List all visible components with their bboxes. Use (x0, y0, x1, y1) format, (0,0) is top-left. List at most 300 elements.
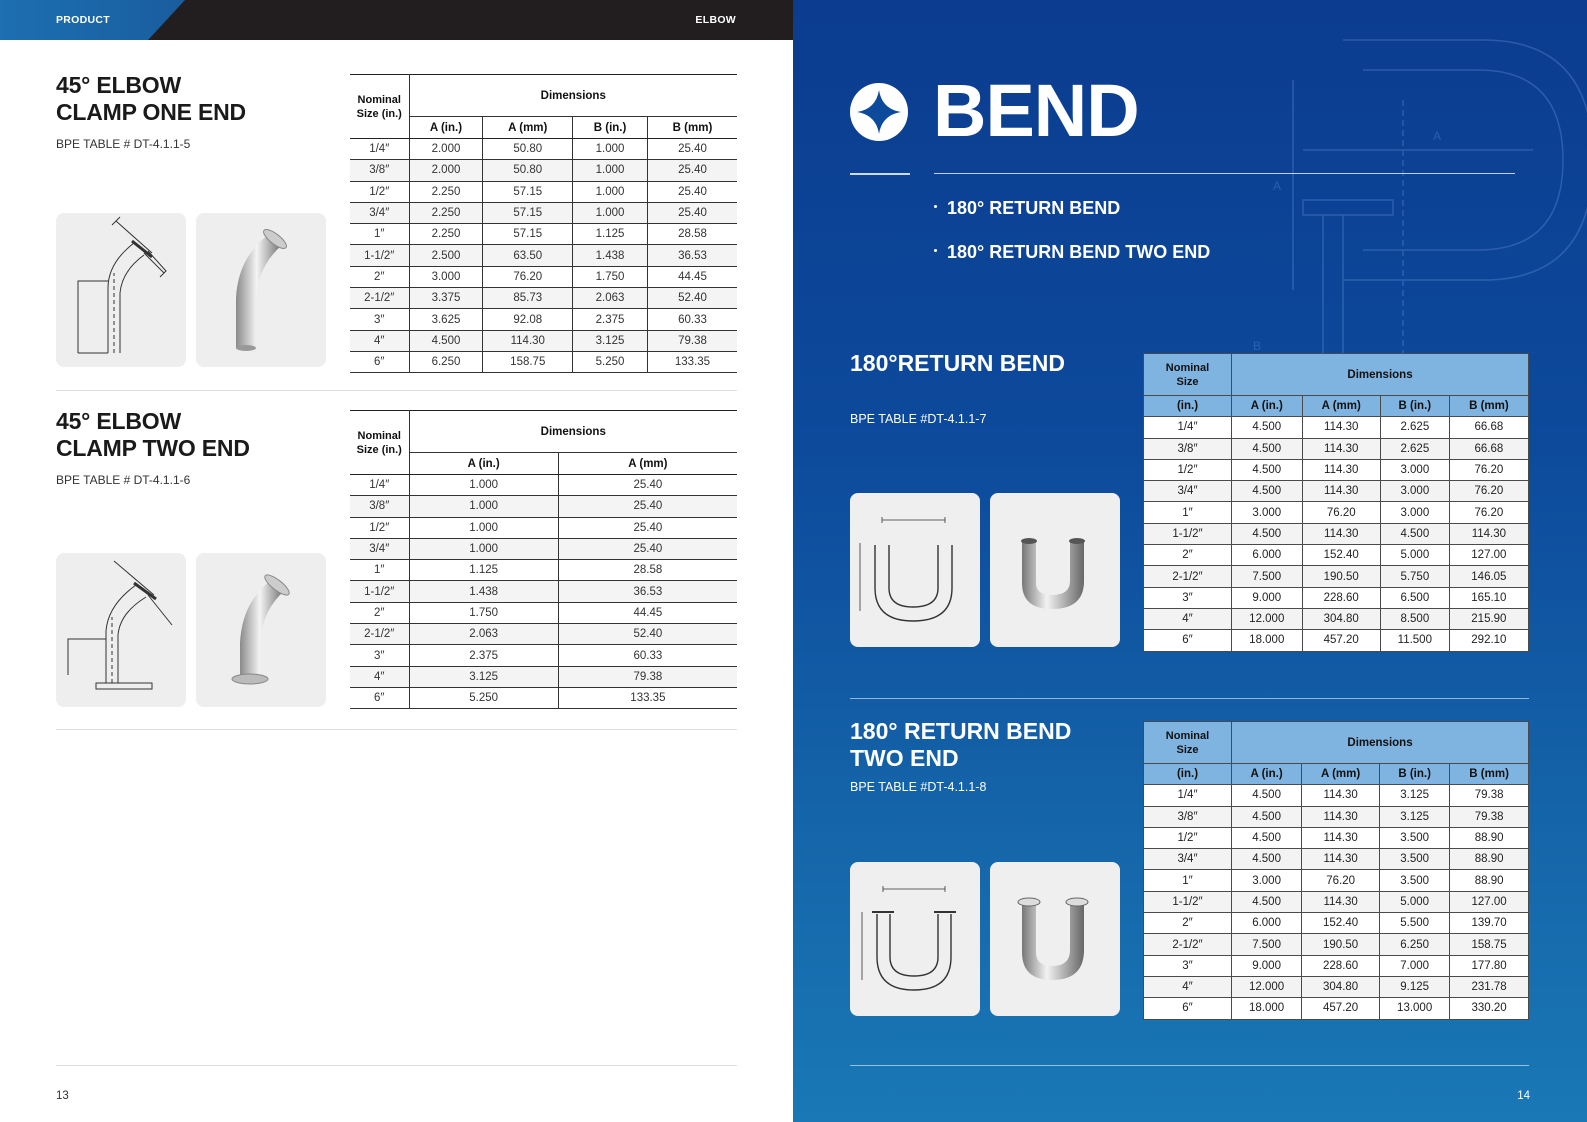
column-header: A (mm) (1302, 764, 1380, 785)
dimension-cell: 11.500 (1380, 630, 1449, 651)
table-row (1144, 523, 1529, 544)
dimension-cell: 114.30 (483, 330, 573, 351)
compass-star-logo-icon (849, 82, 909, 142)
dimension-cell: 152.40 (1302, 545, 1380, 566)
svg-text:B: B (1253, 339, 1262, 353)
dimension-cell: 66.68 (1449, 417, 1528, 438)
nominal-size-cell: 6″ (1144, 630, 1232, 651)
nominal-size-cell: 1/2″ (350, 181, 409, 202)
dimensions-header: Dimensions (1232, 354, 1529, 396)
dimension-cell: 3.000 (409, 266, 483, 287)
dimension-cell: 2.375 (409, 645, 558, 666)
table-row (1144, 785, 1529, 806)
column-header: A (mm) (1302, 396, 1380, 417)
table-row (350, 160, 737, 181)
table-row (350, 602, 737, 623)
dimension-cell: 25.40 (647, 160, 737, 181)
table-row (1144, 849, 1529, 870)
table-row (1144, 502, 1529, 523)
dimension-cell: 114.30 (1302, 891, 1380, 912)
dimension-cell: 1.125 (409, 560, 558, 581)
table-row (350, 581, 737, 602)
spec-table-45-elbow-one-end (350, 74, 737, 373)
product-drawing-image (56, 553, 186, 707)
dimension-cell: 60.33 (558, 645, 737, 666)
nominal-size-cell: 1-1/2″ (350, 245, 409, 266)
dimension-cell: 457.20 (1302, 998, 1380, 1019)
column-header: B (mm) (1449, 396, 1528, 417)
table-row (350, 645, 737, 666)
dimension-cell: 44.45 (558, 602, 737, 623)
dimension-cell: 133.35 (558, 687, 737, 708)
dimension-cell: 139.70 (1450, 913, 1529, 934)
table-row (1144, 545, 1529, 566)
dimension-cell: 4.500 (1232, 417, 1303, 438)
table-row (1144, 481, 1529, 502)
product-photo-image (196, 213, 326, 367)
table-row (1144, 870, 1529, 891)
bullet-text: 180° RETURN BEND TWO END (947, 242, 1211, 262)
spec-table-180-return-bend (1143, 353, 1529, 652)
dimension-cell: 50.80 (483, 160, 573, 181)
dimension-cell: 114.30 (1302, 438, 1380, 459)
nominal-size-cell: 2″ (350, 266, 409, 287)
column-header: A (in.) (1232, 764, 1302, 785)
dimension-cell: 1.000 (409, 496, 558, 517)
dimension-cell: 4.500 (1232, 785, 1302, 806)
nominal-size-cell: 3″ (350, 645, 409, 666)
dimension-cell: 4.500 (1232, 459, 1303, 480)
dimension-cell: 12.000 (1232, 976, 1302, 997)
footer-divider (56, 1065, 737, 1066)
dimension-cell: 4.500 (1232, 806, 1302, 827)
nominal-size-cell: 1/2″ (1144, 827, 1232, 848)
dimension-cell: 5.750 (1380, 566, 1449, 587)
table-row (350, 560, 737, 581)
dimension-cell: 52.40 (647, 288, 737, 309)
dimension-cell: 25.40 (558, 538, 737, 559)
dimension-cell: 76.20 (1302, 870, 1380, 891)
dimension-cell: 25.40 (647, 181, 737, 202)
nominal-size-cell: 1″ (350, 560, 409, 581)
dimension-cell: 3.125 (409, 666, 558, 687)
dimension-cell: 8.500 (1380, 608, 1449, 629)
dimension-cell: 76.20 (1449, 481, 1528, 502)
dimensions-header: Dimensions (409, 411, 737, 453)
dimension-cell: 57.15 (483, 224, 573, 245)
dimension-cell: 66.68 (1449, 438, 1528, 459)
dimension-cell: 79.38 (1450, 806, 1529, 827)
dimension-cell: 76.20 (483, 266, 573, 287)
table-row (350, 330, 737, 351)
table-body (350, 139, 737, 373)
dimension-cell: 3.500 (1380, 870, 1450, 891)
dimension-cell: 114.30 (1302, 459, 1380, 480)
nominal-size-cell: 4″ (350, 330, 409, 351)
dimension-cell: 3.625 (409, 309, 483, 330)
dimension-cell: 9.125 (1380, 976, 1450, 997)
dimension-cell: 92.08 (483, 309, 573, 330)
header-text: Size (in.) (356, 443, 402, 456)
dimension-cell: 7.500 (1232, 566, 1303, 587)
nominal-size-cell: 3/8″ (1144, 438, 1232, 459)
dimension-cell: 76.20 (1302, 502, 1380, 523)
dimension-cell: 3.125 (1380, 806, 1450, 827)
dimension-cell: 3.000 (1380, 481, 1449, 502)
bpe-table-ref: BPE TABLE # DT-4.1.1-5 (56, 137, 191, 151)
dimension-cell: 1.000 (573, 181, 648, 202)
nominal-size-cell: 2-1/2″ (350, 624, 409, 645)
dimension-cell: 231.78 (1450, 976, 1529, 997)
dimension-cell: 1.750 (573, 266, 648, 287)
section-title-45-elbow-one-end (56, 72, 246, 126)
table-row (350, 266, 737, 287)
elbow-two-end-drawing-icon (56, 553, 186, 707)
title-line: 45° ELBOW (56, 408, 181, 434)
dimension-cell: 1.000 (573, 160, 648, 181)
nominal-size-cell: 6″ (350, 687, 409, 708)
dimension-cell: 79.38 (558, 666, 737, 687)
dimension-cell: 1.000 (573, 139, 648, 160)
dimension-cell: 2.625 (1380, 417, 1449, 438)
product-drawing-image (56, 213, 186, 367)
table-row (1144, 566, 1529, 587)
nominal-size-cell: 2-1/2″ (1144, 934, 1232, 955)
nominal-size-cell: 3/4″ (350, 538, 409, 559)
title-line: CLAMP ONE END (56, 99, 246, 125)
header-category-label: ELBOW (695, 14, 736, 26)
page-title: BEND (933, 69, 1139, 152)
product-photo-image (990, 862, 1120, 1016)
nominal-size-cell: 1″ (350, 224, 409, 245)
dimension-cell: 52.40 (558, 624, 737, 645)
column-header: A (in.) (1232, 396, 1303, 417)
return-bend-two-end-photo-icon (990, 862, 1120, 1016)
section-title-180-return-bend: 180°RETURN BEND (850, 350, 1065, 376)
table-row (350, 181, 737, 202)
table-body (1144, 417, 1529, 651)
nominal-size-cell: 6″ (1144, 998, 1232, 1019)
dimension-cell: 2.000 (409, 160, 483, 181)
product-photo-image (196, 553, 326, 707)
return-bend-two-end-drawing-icon (850, 862, 980, 1016)
dimension-cell: 6.250 (1380, 934, 1450, 955)
nominal-size-header (1144, 354, 1232, 396)
dimension-cell: 2.250 (409, 202, 483, 223)
table-row (1144, 438, 1529, 459)
dimension-cell: 1.750 (409, 602, 558, 623)
bpe-table-ref: BPE TABLE # DT-4.1.1-6 (56, 473, 191, 487)
dimension-cell: 76.20 (1449, 502, 1528, 523)
dimension-cell: 18.000 (1232, 630, 1303, 651)
table-row (1144, 417, 1529, 438)
table-row (350, 202, 737, 223)
table-row (350, 309, 737, 330)
nominal-size-cell: 2″ (1144, 545, 1232, 566)
dimension-cell: 5.000 (1380, 545, 1449, 566)
table-row (350, 538, 737, 559)
spec-table-180-return-bend-two-end (1143, 721, 1529, 1020)
return-bend-drawing-icon (850, 493, 980, 647)
dimension-cell: 330.20 (1450, 998, 1529, 1019)
dimension-cell: 2.375 (573, 309, 648, 330)
dimension-cell: 3.500 (1380, 849, 1450, 870)
dimension-cell: 3.375 (409, 288, 483, 309)
nominal-size-cell: 1-1/2″ (1144, 891, 1232, 912)
table-body (350, 475, 737, 709)
nominal-size-cell: 2-1/2″ (350, 288, 409, 309)
nominal-size-cell: 1/4″ (350, 139, 409, 160)
header-text: Nominal (357, 93, 401, 106)
nominal-size-header (350, 411, 409, 475)
column-header: A (in.) (409, 453, 558, 475)
table-row (1144, 459, 1529, 480)
dimension-cell: 190.50 (1302, 566, 1380, 587)
dimension-cell: 2.063 (573, 288, 648, 309)
dimension-cell: 6.000 (1232, 913, 1302, 934)
column-header: A (mm) (558, 453, 737, 475)
dimension-cell: 5.250 (573, 351, 648, 372)
bullet-item (934, 242, 1210, 263)
dimension-cell: 5.000 (1380, 891, 1450, 912)
nominal-size-cell: 3/8″ (350, 160, 409, 181)
dimension-cell: 1.438 (573, 245, 648, 266)
dimension-cell: 2.250 (409, 181, 483, 202)
nominal-size-header (350, 75, 409, 139)
nominal-size-cell: 1/2″ (350, 517, 409, 538)
dimension-cell: 127.00 (1450, 891, 1529, 912)
nominal-size-cell: 1-1/2″ (350, 581, 409, 602)
table-row (350, 475, 737, 496)
dimension-cell: 3.000 (1232, 870, 1302, 891)
nominal-size-cell: 4″ (1144, 608, 1232, 629)
nominal-size-cell: 1/4″ (1144, 417, 1232, 438)
title-underline-short (850, 173, 910, 175)
dimension-cell: 2.500 (409, 245, 483, 266)
dimension-cell: 9.000 (1232, 955, 1302, 976)
dimension-cell: 5.500 (1380, 913, 1450, 934)
title-line: 180° RETURN BEND (850, 718, 1072, 744)
table-row (350, 245, 737, 266)
header-product-label: PRODUCT (56, 14, 111, 26)
dimension-cell: 6.000 (1232, 545, 1303, 566)
column-header: B (mm) (1450, 764, 1529, 785)
dimension-cell: 158.75 (1450, 934, 1529, 955)
table-row (350, 624, 737, 645)
title-line: 45° ELBOW (56, 72, 181, 98)
dimension-cell: 114.30 (1302, 827, 1380, 848)
product-photo-image (990, 493, 1120, 647)
dimension-cell: 114.30 (1302, 481, 1380, 502)
nominal-size-header (1144, 722, 1232, 764)
dimension-cell: 3.000 (1380, 502, 1449, 523)
table-row (1144, 587, 1529, 608)
spec-table-45-elbow-two-end (350, 410, 737, 709)
table-row (1144, 630, 1529, 651)
dimension-cell: 5.250 (409, 687, 558, 708)
nominal-size-cell: 3/8″ (350, 496, 409, 517)
nominal-size-cell: 2-1/2″ (1144, 566, 1232, 587)
elbow-two-end-photo-icon (196, 553, 326, 707)
dimension-cell: 1.125 (573, 224, 648, 245)
footer-divider (850, 1065, 1529, 1066)
dimension-cell: 25.40 (647, 202, 737, 223)
elbow-technical-drawing-icon (56, 213, 186, 367)
dimension-cell: 3.000 (1380, 459, 1449, 480)
elbow-photo-icon (196, 213, 326, 367)
table-body (1144, 785, 1529, 1019)
dimension-cell: 2.625 (1380, 438, 1449, 459)
nominal-size-cell: 1-1/2″ (1144, 523, 1232, 544)
nominal-size-cell: 2″ (1144, 913, 1232, 934)
dimension-cell: 63.50 (483, 245, 573, 266)
dimension-cell: 114.30 (1302, 806, 1380, 827)
dimension-cell: 457.20 (1302, 630, 1380, 651)
nominal-size-cell: 3/8″ (1144, 806, 1232, 827)
dimension-cell: 133.35 (647, 351, 737, 372)
nominal-size-cell: 1″ (1144, 870, 1232, 891)
nominal-size-cell: 1/4″ (1144, 785, 1232, 806)
table-row (350, 517, 737, 538)
product-drawing-image (850, 862, 980, 1016)
dimension-cell: 304.80 (1302, 976, 1380, 997)
left-page (0, 0, 793, 1122)
table-row (350, 496, 737, 517)
dimension-cell: 4.500 (1232, 481, 1303, 502)
dimension-cell: 57.15 (483, 181, 573, 202)
dimension-cell: 79.38 (1450, 785, 1529, 806)
table-row (1144, 827, 1529, 848)
nominal-size-cell: 4″ (1144, 976, 1232, 997)
dimension-cell: 12.000 (1232, 608, 1303, 629)
table-row (350, 351, 737, 372)
dimension-cell: 114.30 (1302, 523, 1380, 544)
dimension-cell: 2.250 (409, 224, 483, 245)
dimension-cell: 1.000 (409, 517, 558, 538)
svg-text:A: A (1273, 179, 1282, 193)
dimension-cell: 25.40 (558, 475, 737, 496)
dimension-cell: 3.000 (1232, 502, 1303, 523)
bullet-item (934, 198, 1120, 219)
header-text: Size (in.) (356, 107, 402, 120)
table-row (1144, 913, 1529, 934)
table-row (1144, 934, 1529, 955)
dimension-cell: 228.60 (1302, 955, 1380, 976)
table-row (1144, 608, 1529, 629)
bullet-dot-icon (934, 249, 937, 252)
dimensions-header: Dimensions (409, 75, 737, 117)
table-row (350, 139, 737, 160)
dimension-cell: 76.20 (1449, 459, 1528, 480)
column-header: A (in.) (409, 117, 483, 139)
dimension-cell: 50.80 (483, 139, 573, 160)
bullet-text: 180° RETURN BEND (947, 198, 1121, 218)
header-text: Nominal (1165, 361, 1210, 374)
top-header-bar (0, 0, 793, 40)
dimension-cell: 9.000 (1232, 587, 1303, 608)
header-text: Size (1176, 743, 1199, 756)
nominal-size-cell: 1″ (1144, 502, 1232, 523)
table-row (1144, 976, 1529, 997)
dimension-cell: 165.10 (1449, 587, 1528, 608)
dimension-cell: 1.000 (409, 538, 558, 559)
page-number: 13 (56, 1090, 69, 1102)
dimension-cell: 304.80 (1302, 608, 1380, 629)
section-divider (850, 698, 1529, 699)
table-row (350, 666, 737, 687)
dimension-cell: 85.73 (483, 288, 573, 309)
dimension-cell: 1.000 (409, 475, 558, 496)
dimension-cell: 1.000 (573, 202, 648, 223)
dimension-cell: 7.500 (1232, 934, 1302, 955)
dimension-cell: 177.80 (1450, 955, 1529, 976)
nominal-size-cell: 6″ (350, 351, 409, 372)
column-header: (in.) (1144, 396, 1232, 417)
product-drawing-image (850, 493, 980, 647)
nominal-size-cell: 3″ (1144, 587, 1232, 608)
background-bend-drawing-icon (1233, 30, 1587, 390)
table-row (350, 288, 737, 309)
column-header: B (in.) (1380, 396, 1449, 417)
nominal-size-cell: 2″ (350, 602, 409, 623)
header-text: Nominal (357, 429, 401, 442)
dimension-cell: 3.125 (1380, 785, 1450, 806)
title-line: CLAMP TWO END (56, 435, 250, 461)
dimension-cell: 44.45 (647, 266, 737, 287)
dimension-cell: 25.40 (558, 496, 737, 517)
svg-text:A: A (1433, 129, 1442, 143)
nominal-size-cell: 3/4″ (1144, 849, 1232, 870)
nominal-size-cell: 3/4″ (1144, 481, 1232, 502)
nominal-size-cell: 3″ (350, 309, 409, 330)
dimension-cell: 36.53 (558, 581, 737, 602)
dimension-cell: 4.500 (1232, 827, 1302, 848)
dimension-cell: 60.33 (647, 309, 737, 330)
dimension-cell: 215.90 (1449, 608, 1528, 629)
dimension-cell: 28.58 (558, 560, 737, 581)
title-underline-long (934, 173, 1515, 174)
bpe-table-ref: BPE TABLE #DT-4.1.1-7 (850, 412, 987, 426)
dimension-cell: 88.90 (1450, 827, 1529, 848)
column-header: B (mm) (647, 117, 737, 139)
return-bend-photo-icon (990, 493, 1120, 647)
dimension-cell: 3.500 (1380, 827, 1450, 848)
dimension-cell: 114.30 (1302, 785, 1380, 806)
dimension-cell: 190.50 (1302, 934, 1380, 955)
dimension-cell: 88.90 (1450, 870, 1529, 891)
bullet-dot-icon (934, 205, 937, 208)
dimension-cell: 1.438 (409, 581, 558, 602)
page-number: 14 (1517, 1090, 1530, 1102)
dimension-cell: 13.000 (1380, 998, 1450, 1019)
dimension-cell: 146.05 (1449, 566, 1528, 587)
header-text: Nominal (1165, 729, 1210, 742)
nominal-size-cell: 4″ (350, 666, 409, 687)
dimension-cell: 25.40 (558, 517, 737, 538)
dimension-cell: 6.500 (1380, 587, 1449, 608)
table-row (1144, 955, 1529, 976)
section-title-45-elbow-two-end (56, 408, 250, 462)
dimension-cell: 6.250 (409, 351, 483, 372)
nominal-size-cell: 1/2″ (1144, 459, 1232, 480)
dimension-cell: 2.063 (409, 624, 558, 645)
dimension-cell: 79.38 (647, 330, 737, 351)
column-header: A (mm) (483, 117, 573, 139)
header-text: Size (1176, 375, 1199, 388)
dimension-cell: 3.125 (573, 330, 648, 351)
right-page (793, 0, 1587, 1122)
bpe-table-ref: BPE TABLE #DT-4.1.1-8 (850, 780, 987, 794)
